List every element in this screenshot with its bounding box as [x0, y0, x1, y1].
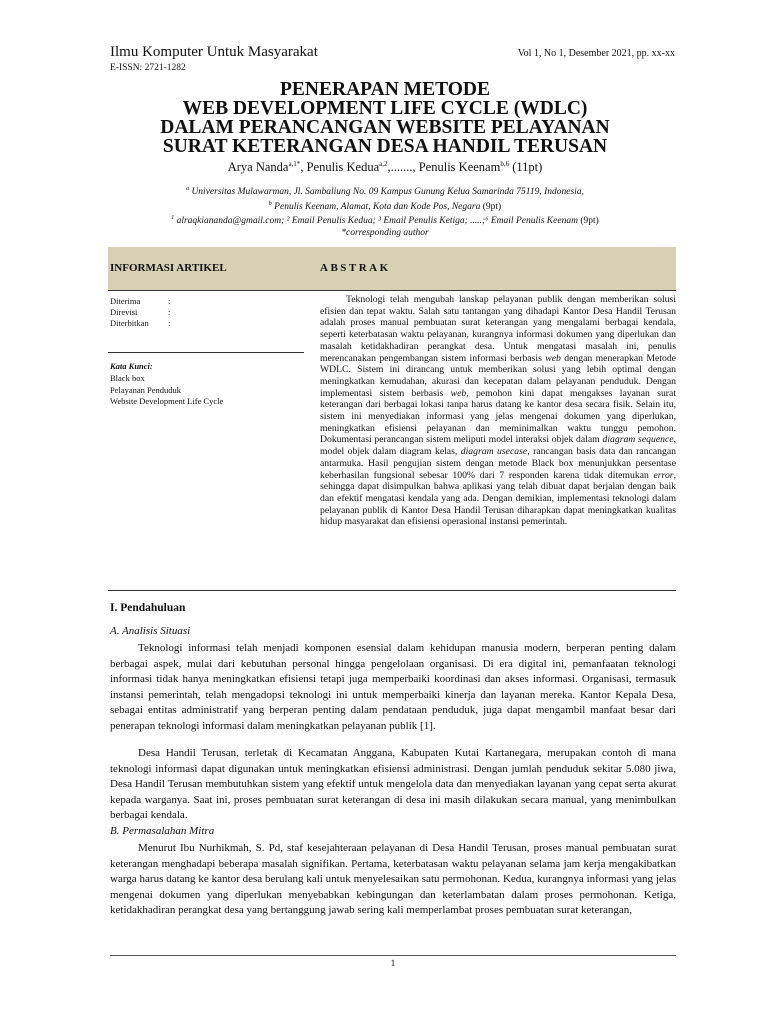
divider: [108, 590, 676, 591]
journal-name: Ilmu Komputer Untuk Masyarakat: [110, 44, 318, 60]
published-label: Diterbitkan: [110, 318, 149, 328]
title-line: WEB DEVELOPMENT LIFE CYCLE (WDLC): [182, 98, 588, 119]
section-heading: I. Pendahuluan: [110, 602, 186, 614]
subsection-heading: A. Analisis Situasi: [110, 625, 191, 637]
keyword: Black box: [110, 373, 145, 383]
divider: [108, 352, 304, 353]
keyword: Pelayanan Penduduk: [110, 384, 182, 395]
body-paragraph: Teknologi informasi telah menjadi komponen esensial dalam kehidupan manusia modern, berperan penting dalam berbagai aspek, mulai dari kebutuhan personal hingga pengelolaan organisasi. Di era digital ini, pemanfaatan teknologi informasi tidak hanya meningkatkan efisiensi tetapi juga memperbaiki koordinasi dan akses informasi. Organisasi, termasuk instansi pemerintah, telah mengadopsi teknologi ini untuk memperbaiki kinerja dan layanan mereka. Kantor Kepala Desa, sebagai entitas administratif yang berperan penting dalam pendataan penduduk, juga dapat mengambil manfaat besar dari penerapan teknologi informasi dalam meningkatkan pelayanan publik [1].: [110, 642, 676, 732]
title-line: DALAM PERANCANGAN WEBSITE PELAYANAN: [160, 117, 610, 138]
issn: E-ISSN: 2721-1282: [110, 63, 186, 73]
title-line: PENERAPAN METODE: [280, 79, 490, 100]
title-line: SURAT KETERANGAN DESA HANDIL TERUSAN: [162, 136, 608, 157]
volume-info: Vol 1, No 1, Desember 2021, pp. xx-xx: [517, 48, 675, 59]
revised-label: Direvisi: [110, 307, 138, 317]
corresponding-note: *corresponding author: [341, 227, 429, 238]
article-info-heading: INFORMASI ARTIKEL: [110, 262, 227, 274]
emails: alraqkiananda@gmail.com; ² Email Penulis Kedua; ³ Email Penulis Ketiga; .....;⁶ Email Penulis Keenam: [176, 216, 578, 227]
abstract-heading: ABSTRAK: [320, 262, 391, 274]
affiliation-b-size: (9pt): [480, 201, 502, 212]
affiliation-b: Penulis Keenam, Alamat, Kota dan Kode Pos, Negara: [274, 201, 481, 212]
divider: [108, 290, 676, 291]
author-list: [100, 160, 670, 175]
affiliation-a: Universitas Mulawarman, Jl. Sambaliung No. 09 Kampus Gunung Kelua Samarinda 75119, Indonesia,: [191, 187, 584, 198]
subsection-heading: B. Permasalahan Mitra: [110, 825, 215, 837]
author-1-sup: a,1*: [288, 160, 301, 168]
author-3: ,......., Penulis Keenam: [387, 160, 501, 175]
footer-divider: [110, 955, 676, 956]
page-number: 1: [390, 959, 396, 969]
abstract-text: Teknologi telah mengubah lanskap pelayanan publik dengan memberikan solusi efisien dan tepat waktu. Salah satu tantangan yang dihadapi Kantor Desa Handil Terusan adalah proses manual pembuatan surat keterangan yang mengalami berbagai kendala, seperti keterbatasan waktu pelayanan, kurangnya informasi dokumen yang diperlukan dan masalah ketidakhadiran perangkat desa. Untuk mengatasi masalah ini, penulis merencanakan pengembangan sistem informasi berbasis web dengan menerapkan Metode WDLC. Sistem ini dirancang untuk memberikan solusi yang lebih optimal dengan meningkatkan kemudahan, akurasi dan kecepatan dalam pelayanan penduduk. Dengan implementasi sistem berbasis web, pemohon kini dapat mengakses layanan surat keterangan dari berbagai lokasi tanpa harus datang ke kantor desa secara fisik. Selain itu, sistem ini menyediakan informasi yang jelas mengenai dokumen yang diperlukan, meningkatkan efisiensi pelayanan dan meminimalkan waktu tunggu pemohon. Dokumentasi perancangan sistem meliputi model interaksi objek dalam diagram sequence, model objek dalam diagram kelas, diagram usecase, rancangan basis data dan rancangan antarmuka. Hasil pengujian sistem dengan metode Black box menunjukkan persentase keberhasilan fungsional sebesar 100% dari 7 responden karena tidak ditemukan error, sehingga dapat disimpulkan bahwa aplikasi yang telah dibuat dapat berjalan dengan baik dan efektif mengatasi kendala yang ada. Dengan demikian, implementasi teknologi dalam pelayanan publik di Kantor Desa Handil Terusan diharapkan dapat meningkatkan kualitas hidup masyarakat dan efisiensi operasional instansi pemerintah.: [320, 294, 677, 528]
author-3-sup: b,6: [500, 160, 510, 168]
keyword-list: [110, 373, 223, 408]
article-dates: Diterima : Direvisi : Diterbitkan :: [110, 296, 171, 328]
author-2-sup: a,2: [379, 160, 388, 168]
keyword: Website Development Life Cycle: [110, 396, 224, 406]
emails-size: (9pt): [577, 216, 599, 227]
author-1: Arya Nanda: [227, 160, 289, 175]
body-paragraph: Desa Handil Terusan, terletak di Kecamatan Anggana, Kabupaten Kutai Kartanegara, merupakan contoh di mana teknologi informasi dapat digunakan untuk meningkatkan efisiensi administrasi. Dengan jumlah penduduk sekitar 5.080 jiwa, Desa Handil Terusan membutuhkan sistem yang efektif untuk mengelola data dan menyediakan layanan yang cepat serta akurat kepada warganya. Saat ini, proses pembuatan surat keterangan di desa ini masih dilakukan secara manual, yang menimbulkan berbagai kendala.: [110, 747, 676, 821]
received-label: Diterima: [110, 296, 141, 306]
author-2: , Penulis Kedua: [300, 160, 380, 175]
paper-title: [100, 80, 670, 156]
author-size-note: (11pt): [509, 160, 543, 175]
keywords-heading: Kata Kunci:: [110, 361, 153, 371]
body-paragraph: Menurut Ibu Nurhikmah, S. Pd, staf kesejahteraan pelayanan di Desa Handil Terusan, proses manual pembuatan surat keterangan menghadapi beberapa masalah signifikan. Pertama, keterbatasan waktu pelayanan selama jam kerja mengakibatkan warga harus datang ke kantor desa berulang kali untuk menyelesaikan satu permohonan. Kedua, kurangnya informasi yang jelas mengenai dokumen yang diperlukan menyebabkan kebingungan dan keterlambatan dalam proses permohonan. Ketiga, ketidakhadiran perangkat desa yang bertanggung jawab sering kali memperlambat proses pembuatan surat keterangan,: [110, 842, 676, 916]
affiliations: $^a$ Universitas Mulawarman, Jl. Sambaliung No. 09 Kampus Gunung Kelua Samarinda 75119, Indonesia, $^b$ Penulis Keenam, Alamat, Kota dan Kode Pos, Negara (9pt) $^1$ alraqkiananda@gmail.com; ² Email Penulis Kedua; ³ Email Penulis Ketiga; .....;⁶ Email Penulis Keenam (9pt) *corresponding author: [90, 184, 680, 239]
